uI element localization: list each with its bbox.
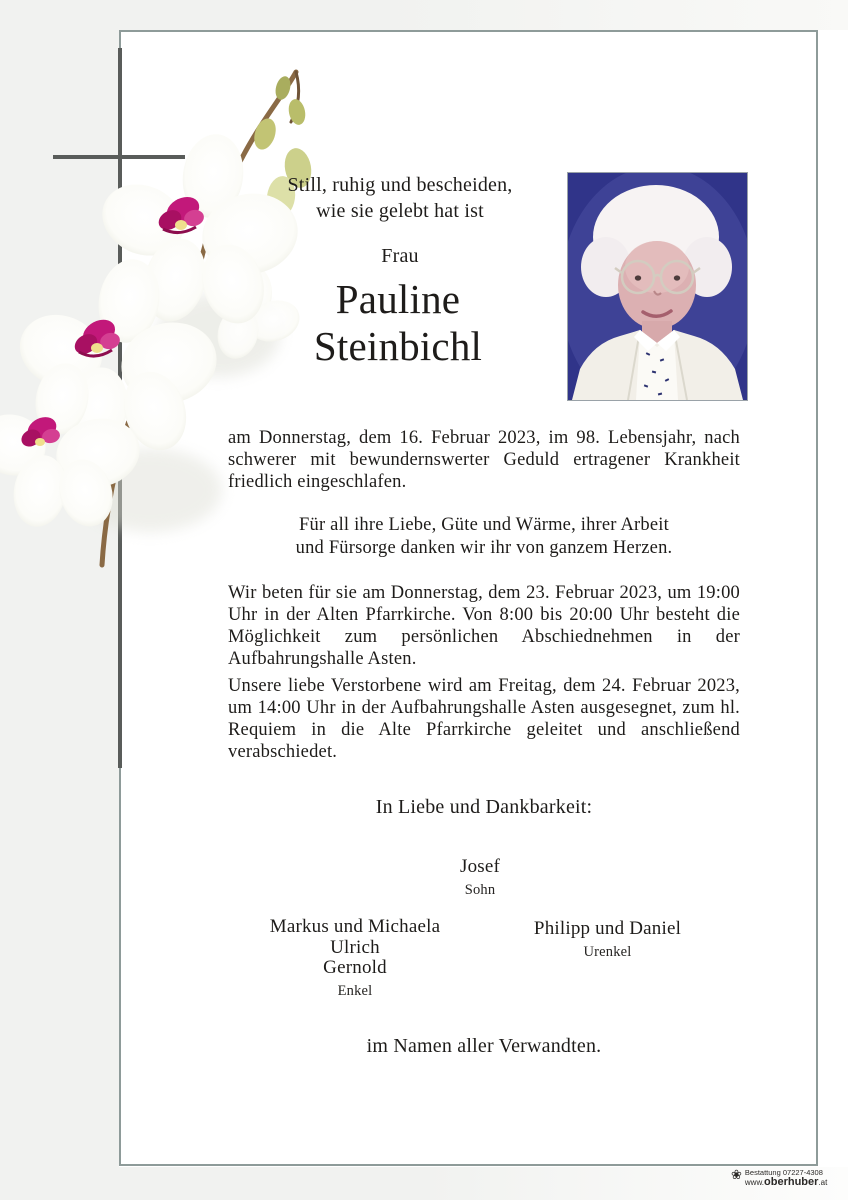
funeral-service-info: Unsere liebe Verstorbene wird am Freitag, dem 24. Februar 2023, um 14:00 Uhr in der Aufbahrungshalle Asten ausgesegnet, zum hl. Requiem in die Alte Pfarrkirche geleitet und anschließend verabschiedet. bbox=[228, 676, 740, 762]
mourner-relation: Sohn bbox=[464, 881, 496, 898]
funeral-home-contact bbox=[745, 1168, 827, 1188]
website-suffix: .at bbox=[818, 1178, 828, 1187]
mourner-name: Ulrich bbox=[330, 936, 380, 958]
death-announcement: am Donnerstag, dem 16. Februar 2023, im 98. Lebensjahr, nach schwerer mit bewundernswerter Geduld ertragener Krankheit friedlich eingeschlafen. bbox=[228, 428, 740, 492]
mourner-group-son bbox=[330, 857, 630, 899]
salutation: Frau bbox=[381, 245, 419, 267]
tribute-verse bbox=[228, 514, 740, 560]
mourner-name: Gernold bbox=[323, 957, 387, 978]
mourner-relation: Urenkel bbox=[583, 943, 632, 960]
mourner-name: Philipp und Daniel bbox=[533, 918, 682, 939]
prayer-service-info: Wir beten für sie am Donnerstag, dem 23. Februar 2023, um 19:00 Uhr in der Alten Pfarrkirche. Von 8:00 bis 20:00 Uhr besteht die Möglichkeit zum persönlichen Abschiednehmen in der Aufbahrungshalle Asten. bbox=[228, 583, 740, 669]
closing-line: im Namen aller Verwandten. bbox=[366, 1035, 602, 1057]
deceased-last-name: Steinbichl bbox=[313, 323, 483, 369]
intro-verse-line2: wie sie gelebt hat ist bbox=[316, 200, 484, 222]
mourner-name: Josef bbox=[459, 856, 501, 877]
tribute-line2: und Fürsorge danken wir ihr von ganzem Herzen. bbox=[295, 538, 673, 558]
funeral-home-logo bbox=[731, 1168, 827, 1188]
mourner-relation: Enkel bbox=[337, 982, 373, 999]
scan-margin-top bbox=[0, 0, 848, 30]
intro-verse bbox=[228, 172, 572, 224]
mourner-group-grandchildren bbox=[255, 917, 455, 1000]
funeral-home-website bbox=[745, 1177, 827, 1188]
tribute-line1: Für all ihre Liebe, Güte und Wärme, ihrer Arbeit bbox=[299, 515, 669, 535]
mourners-heading: In Liebe und Dankbarkeit: bbox=[375, 796, 593, 818]
rose-icon: ❀ bbox=[731, 1167, 742, 1182]
mourner-group-great-grandchildren bbox=[505, 919, 710, 961]
scan-margin-bottom bbox=[0, 1167, 848, 1200]
website-name: oberhuber bbox=[764, 1176, 819, 1188]
mourner-name: Markus und Michaela bbox=[269, 916, 441, 937]
intro-verse-line1: Still, ruhig und bescheiden, bbox=[287, 174, 513, 196]
website-prefix: www. bbox=[744, 1178, 765, 1187]
deceased-name bbox=[178, 276, 618, 370]
deceased-first-name: Pauline bbox=[335, 276, 461, 322]
funeral-home-phone: Bestattung 07227-4308 bbox=[744, 1168, 823, 1177]
